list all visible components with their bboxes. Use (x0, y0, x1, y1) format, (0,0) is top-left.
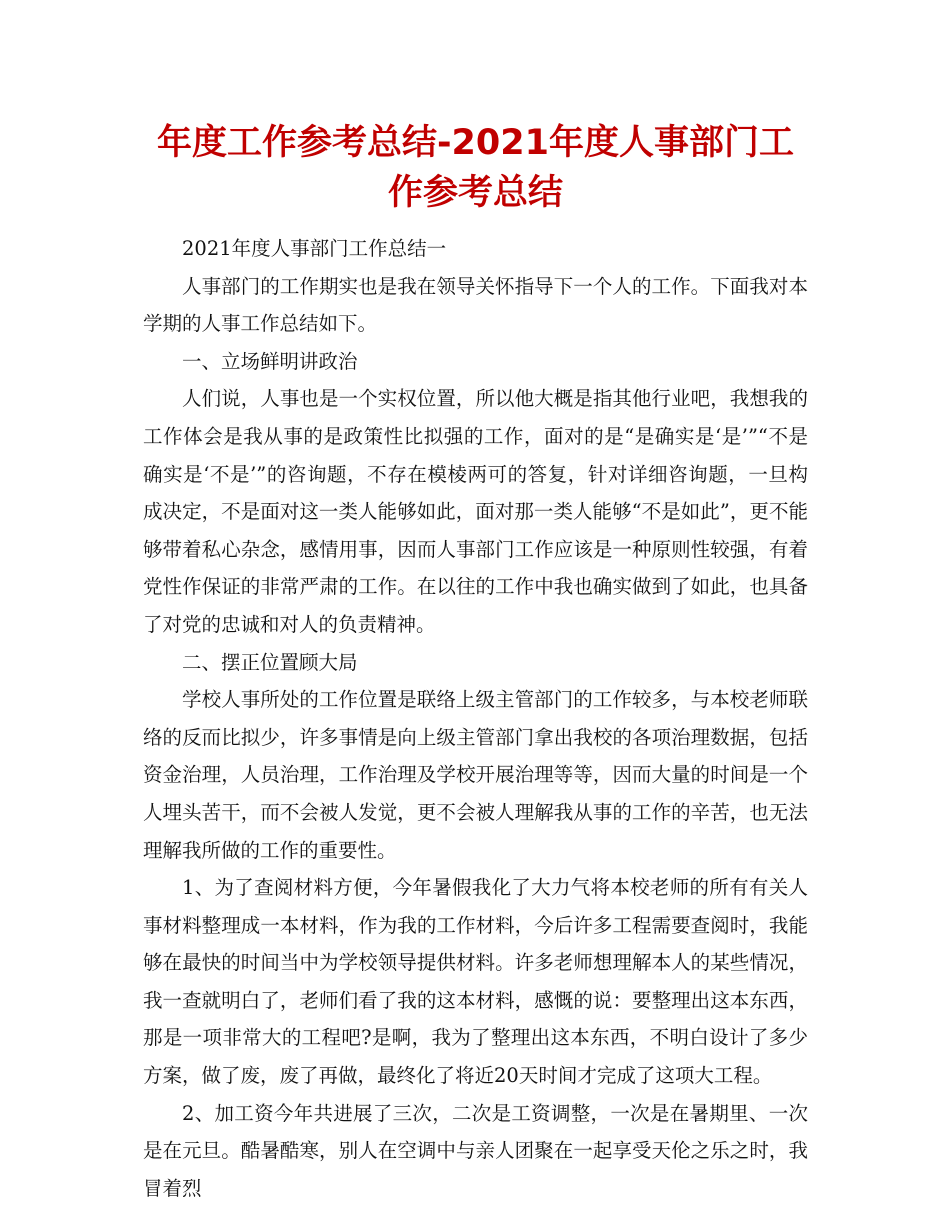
paragraph: 学校人事所处的工作位置是联络上级主管部门的工作较多，与本校老师联络的反而比拟少，许多事情是向上级主管部门拿出我校的各项治理数据，包括资金治理，人员治理，工作治理及学校开展治理等等，因而大量的时间是一个人埋头苦干，而不会被人发觉，更不会被人理解我从事的工作的辛苦，也无法理解我所做的工作的重要性。 (143, 688, 808, 862)
section-heading: 二、摆正位置顾大局 (182, 650, 358, 674)
document-body (143, 230, 808, 1207)
document-page (143, 118, 808, 1207)
document-title: 年度工作参考总结-2021年度人事部门工作参考总结 (157, 123, 794, 213)
paragraph: 1、为了查阅材料方便，今年暑假我化了大力气将本校老师的所有有关人事材料整理成一本材料，作为我的工作材料，今后许多工程需要查阅时，我能够在最快的时间当中为学校领导提供材料。许多老师想理解本人的某些情况，我一查就明白了，老师们看了我的这本材料，感慨的说：要整理出这本东西，那是一项非常大的工程吧?是啊，我为了整理出这本东西，不明白设计了多少方案，做了废，废了再做，最终化了将近20天时间才完成了这项大工程。 (143, 876, 808, 1088)
section-heading: 2021年度人事部门工作总结一 (182, 237, 447, 260)
paragraph: 人事部门的工作期实也是我在领导关怀指导下一个人的工作。下面我对本学期的人事工作总结如下。 (143, 274, 808, 336)
paragraph: 人们说，人事也是一个实权位置，所以他大概是指其他行业吧，我想我的工作体会是我从事的是政策性比拟强的工作，面对的是“是确实是‘是’”“不是确实是‘不是’”的咨询题，不存在模棱两可的答复，针对详细咨询题，一旦构成决定，不是面对这一类人能够如此，面对那一类人能够“不是如此”，更不能够带着私心杂念，感情用事，因而人事部门工作应该是一种原则性较强，有着党性作保证的非常严肃的工作。在以往的工作中我也确实做到了如此，也具备了对党的忠诚和对人的负责精神。 (143, 387, 808, 636)
section-heading: 一、立场鲜明讲政治 (182, 349, 358, 373)
paragraph: 2、加工资今年共进展了三次，二次是工资调整，一次是在暑期里、一次是在元旦。酷暑酷寒，别人在空调中与亲人团聚在一起享受天伦之乐之时，我冒着烈 (143, 1101, 808, 1200)
